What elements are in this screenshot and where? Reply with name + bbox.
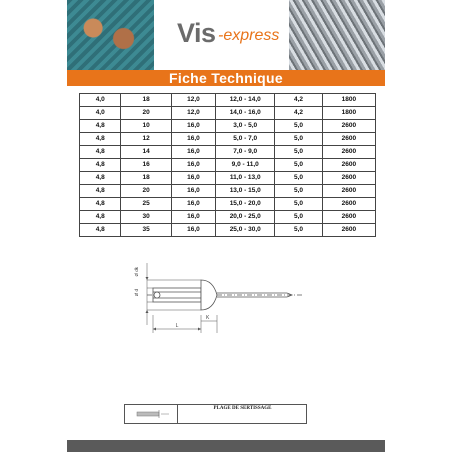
table-row: [80, 133, 376, 146]
table-cell: 2600: [322, 211, 375, 224]
table-cell: 4,0: [80, 94, 121, 107]
logo-main-text: Vis: [177, 18, 216, 48]
grip-range-legend: [124, 404, 307, 424]
table-cell: 16,0: [171, 185, 215, 198]
table-cell: 12,0: [171, 94, 215, 107]
table-cell: 4,8: [80, 133, 121, 146]
table-cell: 13,0 - 15,0: [216, 185, 275, 198]
screws-photo: [289, 0, 385, 70]
rivet-drawing: [125, 255, 305, 340]
table-cell: 18: [121, 94, 171, 107]
table-cell: 2600: [322, 224, 375, 237]
table-cell: 4,8: [80, 198, 121, 211]
tools-photo: [67, 0, 154, 70]
table-cell: 4,8: [80, 211, 121, 224]
table-cell: 3,0 - 5,0: [216, 120, 275, 133]
page-title: Fiche Technique: [67, 70, 385, 86]
table-cell: 4,8: [80, 172, 121, 185]
table-cell: 4,8: [80, 185, 121, 198]
table-cell: 5,0: [275, 133, 322, 146]
table-row: [80, 94, 376, 107]
table-row: [80, 172, 376, 185]
table-cell: 12: [121, 133, 171, 146]
table-cell: 4,0: [80, 107, 121, 120]
table-cell: 5,0: [275, 159, 322, 172]
table-cell: 11,0 - 13,0: [216, 172, 275, 185]
dim-body-diameter: Ø d: [134, 289, 139, 297]
table-cell: 5,0: [275, 185, 322, 198]
table-cell: 2600: [322, 172, 375, 185]
dim-head-diameter: Ø dk: [134, 267, 139, 277]
header: [67, 0, 385, 70]
table-cell: 16,0: [171, 133, 215, 146]
table-cell: 15,0 - 20,0: [216, 198, 275, 211]
brand-logo: [177, 18, 297, 52]
table-row: [80, 198, 376, 211]
table-row: [80, 146, 376, 159]
table-cell: 1800: [322, 107, 375, 120]
table-cell: 16,0: [171, 146, 215, 159]
table-cell: 1800: [322, 94, 375, 107]
table-cell: 2600: [322, 185, 375, 198]
footer-bar: [67, 440, 385, 452]
table-cell: 12,0 - 14,0: [216, 94, 275, 107]
table-cell: 16,0: [171, 224, 215, 237]
rivet-symbol-icon: [125, 405, 177, 423]
table-cell: 25: [121, 198, 171, 211]
table-row: [80, 159, 376, 172]
table-cell: 5,0: [275, 224, 322, 237]
table-cell: 2600: [322, 146, 375, 159]
table-cell: 5,0: [275, 172, 322, 185]
table-cell: 4,2: [275, 94, 322, 107]
table-cell: 20: [121, 107, 171, 120]
table-cell: 2600: [322, 159, 375, 172]
table-cell: 5,0 - 7,0: [216, 133, 275, 146]
table-cell: 7,0 - 9,0: [216, 146, 275, 159]
table-cell: 14,0 - 16,0: [216, 107, 275, 120]
table-row: [80, 120, 376, 133]
table-cell: 16,0: [171, 172, 215, 185]
table-cell: 35: [121, 224, 171, 237]
table-cell: 4,8: [80, 146, 121, 159]
dim-length: L: [175, 323, 179, 329]
table-cell: 4,8: [80, 159, 121, 172]
legend-label: PLAGE DE SERTISSAGE: [213, 406, 272, 411]
table-cell: 9,0 - 11,0: [216, 159, 275, 172]
table-cell: 20: [121, 185, 171, 198]
spec-table-body: [80, 94, 376, 237]
table-cell: 2600: [322, 133, 375, 146]
table-cell: 20,0 - 25,0: [216, 211, 275, 224]
table-cell: 5,0: [275, 120, 322, 133]
table-cell: 18: [121, 172, 171, 185]
table-row: [80, 211, 376, 224]
table-cell: 10: [121, 120, 171, 133]
table-cell: 12,0: [171, 107, 215, 120]
table-cell: 4,8: [80, 224, 121, 237]
table-row: [80, 107, 376, 120]
dim-head-height: K: [206, 315, 210, 321]
table-cell: 4,2: [275, 107, 322, 120]
table-cell: 25,0 - 30,0: [216, 224, 275, 237]
table-row: [80, 185, 376, 198]
spec-table: [79, 93, 376, 237]
table-cell: 5,0: [275, 198, 322, 211]
table-cell: 14: [121, 146, 171, 159]
table-cell: 2600: [322, 198, 375, 211]
table-row: [80, 224, 376, 237]
table-cell: 16: [121, 159, 171, 172]
table-cell: 5,0: [275, 211, 322, 224]
table-cell: 16,0: [171, 120, 215, 133]
table-cell: 30: [121, 211, 171, 224]
table-cell: 16,0: [171, 198, 215, 211]
table-cell: 5,0: [275, 146, 322, 159]
table-cell: 16,0: [171, 159, 215, 172]
table-cell: 2600: [322, 120, 375, 133]
legend-symbol-cell: [125, 405, 178, 423]
table-cell: 4,8: [80, 120, 121, 133]
logo-suffix-text: -express: [218, 27, 280, 44]
table-cell: 16,0: [171, 211, 215, 224]
